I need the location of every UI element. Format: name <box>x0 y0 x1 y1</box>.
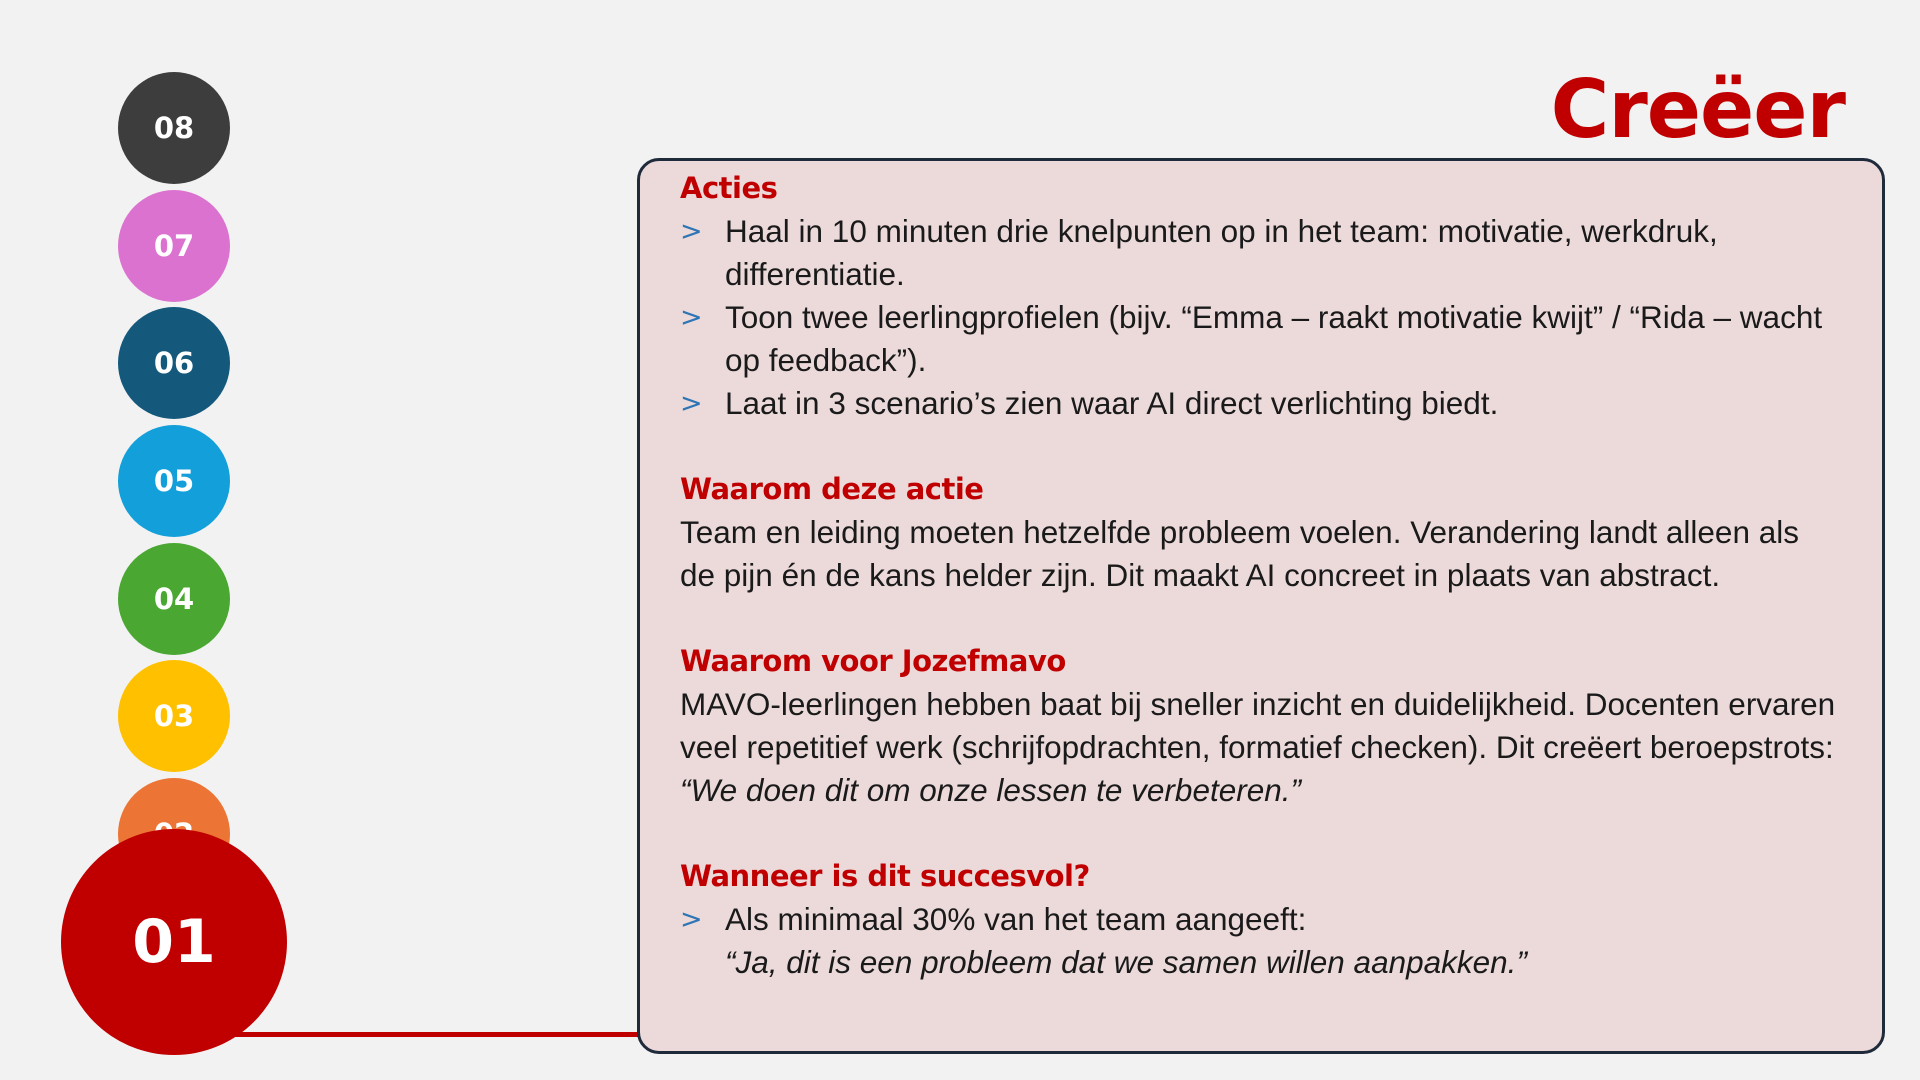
chevron-right-icon: > <box>680 904 703 935</box>
list-item <box>680 898 1842 984</box>
list-item <box>680 296 1842 382</box>
succes-list <box>680 898 1842 984</box>
active-step-circle-01[interactable] <box>61 829 287 1055</box>
step-circle-03[interactable] <box>118 660 230 772</box>
active-step-label: 01 <box>132 907 216 977</box>
connector-line <box>230 1032 640 1037</box>
list-item-text: Laat in 3 scenario’s zien waar AI direct verlichting biedt. <box>725 385 1499 421</box>
content-card <box>637 158 1885 1054</box>
step-circle-08[interactable] <box>118 72 230 184</box>
spacer <box>680 425 1842 468</box>
step-label: 04 <box>153 582 195 616</box>
step-label: 03 <box>153 699 195 733</box>
succes-quote: “Ja, dit is een probleem dat we samen willen aanpakken.” <box>725 944 1527 980</box>
spacer <box>680 597 1842 640</box>
chevron-right-icon: > <box>680 388 703 419</box>
list-item <box>680 382 1842 425</box>
list-item-text: Toon twee leerlingprofielen (bijv. “Emma – raakt motivatie kwijt” / “Rida – wacht op feedback”). <box>725 299 1823 378</box>
section-heading-waarom-actie: Waarom deze actie <box>680 472 984 506</box>
step-label: 08 <box>153 111 195 145</box>
list-item-text: Haal in 10 minuten drie knelpunten op in het team: motivatie, werkdruk, differentiatie. <box>725 213 1718 292</box>
step-label: 06 <box>153 346 195 380</box>
chevron-right-icon: > <box>680 302 703 333</box>
step-label: 05 <box>153 464 195 498</box>
acties-list <box>680 210 1842 425</box>
section-heading-waarom-jozefmavo: Waarom voor Jozefmavo <box>680 644 1066 678</box>
section-heading-succes: Wanneer is dit succesvol? <box>680 859 1090 893</box>
list-item <box>680 210 1842 296</box>
slide-title: Creëer <box>1550 63 1845 156</box>
step-label: 07 <box>153 229 195 263</box>
step-circle-04[interactable] <box>118 543 230 655</box>
step-circle-07[interactable] <box>118 190 230 302</box>
chevron-right-icon: > <box>680 216 703 247</box>
spacer <box>680 812 1842 855</box>
step-circle-05[interactable] <box>118 425 230 537</box>
section-heading-acties: Acties <box>680 171 778 205</box>
waarom-jozefmavo-paragraph <box>680 683 1842 812</box>
waarom-jozefmavo-text: MAVO-leerlingen hebben baat bij sneller inzicht en duidelijkheid. Docenten ervaren veel repetitief werk (schrijfopdrachten, formatief checken). Dit creëert beroepstrots: <box>680 686 1836 765</box>
waarom-actie-text: Team en leiding moeten hetzelfde probleem voelen. Verandering landt alleen als de pijn én de kans helder zijn. Dit maakt AI concreet in plaats van abstract. <box>680 514 1799 593</box>
waarom-jozefmavo-quote: “We doen dit om onze lessen te verbeteren.” <box>680 772 1302 808</box>
step-circle-06[interactable] <box>118 307 230 419</box>
succes-text: Als minimaal 30% van het team aangeeft: <box>725 901 1307 937</box>
